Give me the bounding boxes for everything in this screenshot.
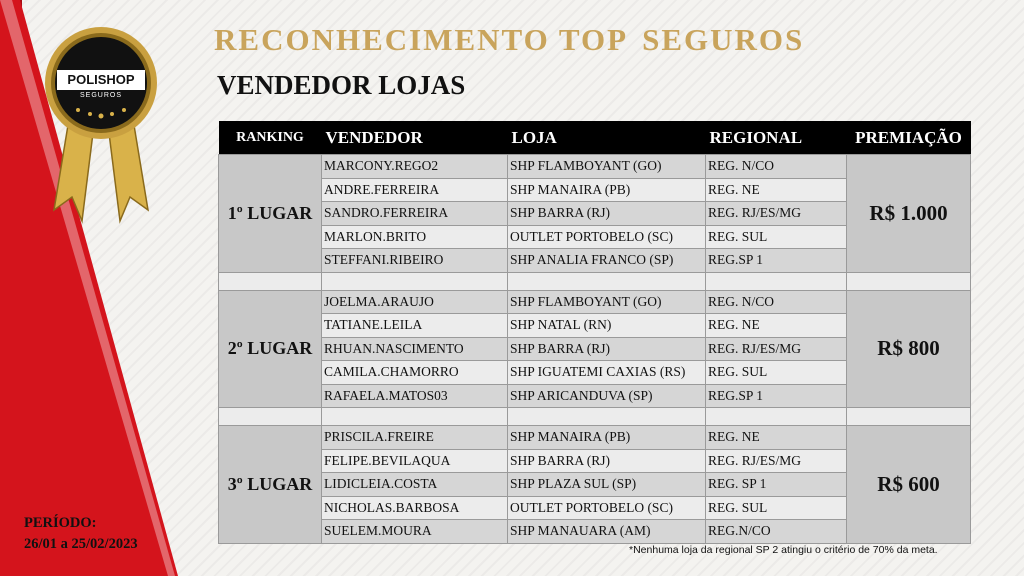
table-body [219, 155, 971, 544]
separator-cell [847, 272, 971, 290]
ranking-label: 3º LUGAR [219, 426, 322, 544]
page-subtitle: VENDEDOR LOJAS [217, 70, 466, 100]
regional-cell: REG. SUL [706, 361, 847, 385]
period-range: 26/01 a 25/02/2023 [24, 536, 138, 552]
header-premiacao: PREMIAÇÃO [847, 121, 971, 155]
vendedor-cell: JOELMA.ARAUJO [322, 290, 508, 314]
separator-cell [508, 408, 706, 426]
separator-cell [322, 408, 508, 426]
period-info [24, 513, 138, 555]
prize-cell: R$ 800 [847, 290, 971, 408]
table-row [219, 426, 971, 450]
regional-cell: REG. RJ/ES/MG [706, 337, 847, 361]
group-separator [219, 272, 971, 290]
loja-cell: SHP MANAIRA (PB) [508, 178, 706, 202]
separator-cell [508, 272, 706, 290]
regional-cell: REG.SP 1 [706, 384, 847, 408]
regional-cell: REG. SUL [706, 496, 847, 520]
loja-cell: SHP MANAUARA (AM) [508, 520, 706, 544]
separator-cell [219, 272, 322, 290]
loja-cell: SHP BARRA (RJ) [508, 202, 706, 226]
period-label: PERÍODO: [24, 515, 97, 531]
vendedor-cell: ANDRE.FERREIRA [322, 178, 508, 202]
regional-cell: REG. N/CO [706, 290, 847, 314]
footnote: *Nenhuma loja da regional SP 2 atingiu o critério de 70% da meta. [629, 544, 938, 556]
header-vendedor: VENDEDOR [322, 121, 508, 155]
regional-cell: REG. NE [706, 314, 847, 338]
loja-cell: SHP ANALIA FRANCO (SP) [508, 249, 706, 273]
prize-cell: R$ 1.000 [847, 155, 971, 273]
vendedor-cell: RAFAELA.MATOS03 [322, 384, 508, 408]
separator-cell [847, 408, 971, 426]
loja-cell: SHP BARRA (RJ) [508, 449, 706, 473]
header-regional: REGIONAL [706, 121, 847, 155]
loja-cell: SHP PLAZA SUL (SP) [508, 473, 706, 497]
ranking-table [218, 121, 971, 544]
separator-cell [706, 408, 847, 426]
vendedor-cell: LIDICLEIA.COSTA [322, 473, 508, 497]
ranking-label: 2º LUGAR [219, 290, 322, 408]
regional-cell: REG. NE [706, 178, 847, 202]
regional-cell: REG.SP 1 [706, 249, 847, 273]
vendedor-cell: MARCONY.REGO2 [322, 155, 508, 179]
title-part-2: SEGUROS [642, 22, 805, 57]
award-ribbon-icon [42, 25, 160, 235]
vendedor-cell: PRISCILA.FREIRE [322, 426, 508, 450]
loja-cell: SHP IGUATEMI CAXIAS (RS) [508, 361, 706, 385]
header-ranking: RANKING [219, 121, 322, 155]
vendedor-cell: SANDRO.FERREIRA [322, 202, 508, 226]
vendedor-cell: TATIANE.LEILA [322, 314, 508, 338]
separator-cell [322, 272, 508, 290]
vendedor-cell: SUELEM.MOURA [322, 520, 508, 544]
separator-cell [219, 408, 322, 426]
vendedor-cell: STEFFANI.RIBEIRO [322, 249, 508, 273]
loja-cell: SHP ARICANDUVA (SP) [508, 384, 706, 408]
vendedor-cell: FELIPE.BEVILAQUA [322, 449, 508, 473]
loja-cell: SHP MANAIRA (PB) [508, 426, 706, 450]
regional-cell: REG. NE [706, 426, 847, 450]
vendedor-cell: CAMILA.CHAMORRO [322, 361, 508, 385]
regional-cell: REG. RJ/ES/MG [706, 449, 847, 473]
table-row [219, 155, 971, 179]
badge-brand: POLISHOP [67, 72, 135, 87]
loja-cell: OUTLET PORTOBELO (SC) [508, 225, 706, 249]
loja-cell: SHP BARRA (RJ) [508, 337, 706, 361]
ranking-label: 1º LUGAR [219, 155, 322, 273]
vendedor-cell: RHUAN.NASCIMENTO [322, 337, 508, 361]
regional-cell: REG. N/CO [706, 155, 847, 179]
badge-brand-sub: SEGUROS [79, 92, 122, 99]
loja-cell: SHP FLAMBOYANT (GO) [508, 290, 706, 314]
table-row [219, 290, 971, 314]
loja-cell: SHP NATAL (RN) [508, 314, 706, 338]
prize-cell: R$ 600 [847, 426, 971, 544]
group-separator [219, 408, 971, 426]
regional-cell: REG.N/CO [706, 520, 847, 544]
regional-cell: REG. SP 1 [706, 473, 847, 497]
regional-cell: REG. RJ/ES/MG [706, 202, 847, 226]
vendedor-cell: NICHOLAS.BARBOSA [322, 496, 508, 520]
loja-cell: SHP FLAMBOYANT (GO) [508, 155, 706, 179]
page-title [214, 22, 804, 58]
separator-cell [706, 272, 847, 290]
header-loja: LOJA [508, 121, 706, 155]
title-part-1: RECONHECIMENTO TOP [214, 22, 629, 57]
loja-cell: OUTLET PORTOBELO (SC) [508, 496, 706, 520]
regional-cell: REG. SUL [706, 225, 847, 249]
vendedor-cell: MARLON.BRITO [322, 225, 508, 249]
table-header-row [219, 121, 971, 155]
